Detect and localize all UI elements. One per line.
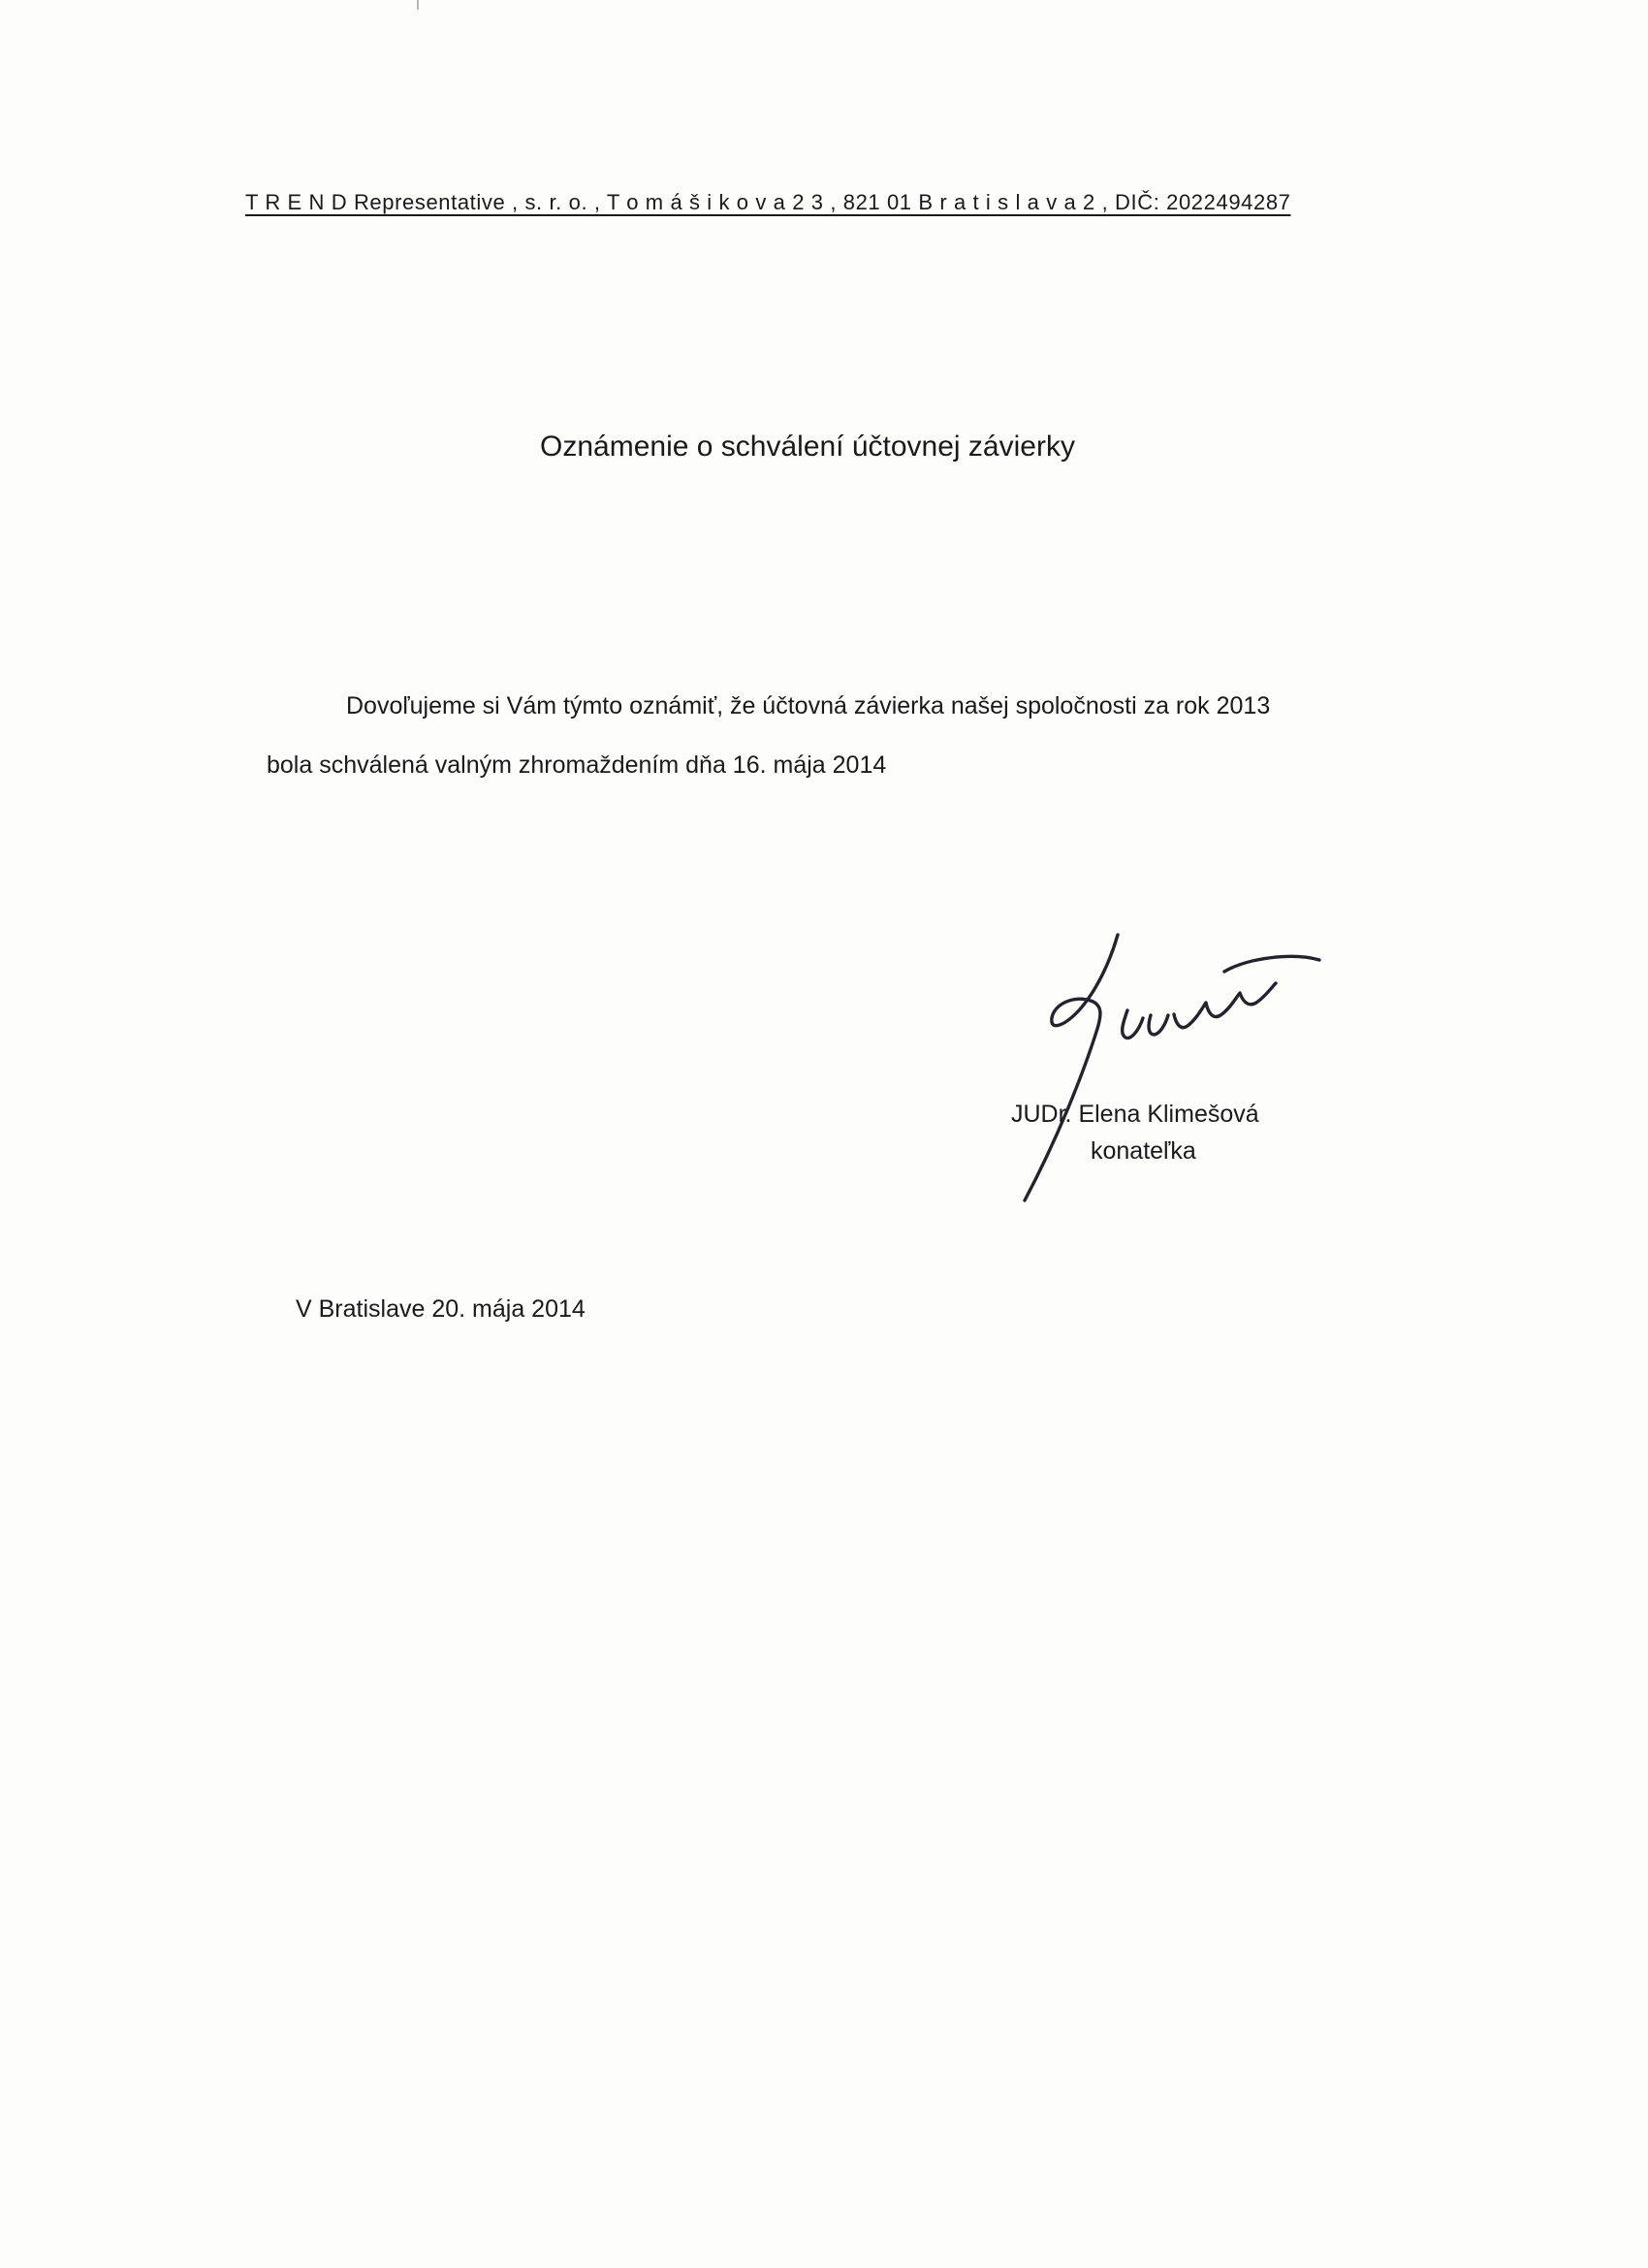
scan-artifact <box>417 0 419 10</box>
document-title-wrap <box>0 431 1615 463</box>
body-paragraph-line-1: Dovoľujeme si Vám týmto oznámiť, že účtovná závierka našej spoločnosti za rok 2013 <box>346 692 1271 719</box>
body-paragraph <box>267 677 1430 795</box>
company-header-line: T R E N D Representative , s. r. o. , T o m á š i k o v a 2 3 , 821 01 B r a t i s l a v a 2 , DIČ: 2022494287 <box>245 190 1291 214</box>
handwritten-signature-icon <box>965 902 1352 1222</box>
place-and-date: V Bratislave 20. mája 2014 <box>296 1295 586 1323</box>
body-paragraph-line-2: bola schválená valným zhromaždením dňa 16. mája 2014 <box>267 751 887 779</box>
signer-name: JUDr. Elena Klimešová <box>1011 1101 1259 1128</box>
document-title: Oznámenie o schválení účtovnej závierky <box>540 431 1075 463</box>
signer-role: konateľka <box>1091 1137 1196 1165</box>
signature-block <box>965 902 1352 1222</box>
